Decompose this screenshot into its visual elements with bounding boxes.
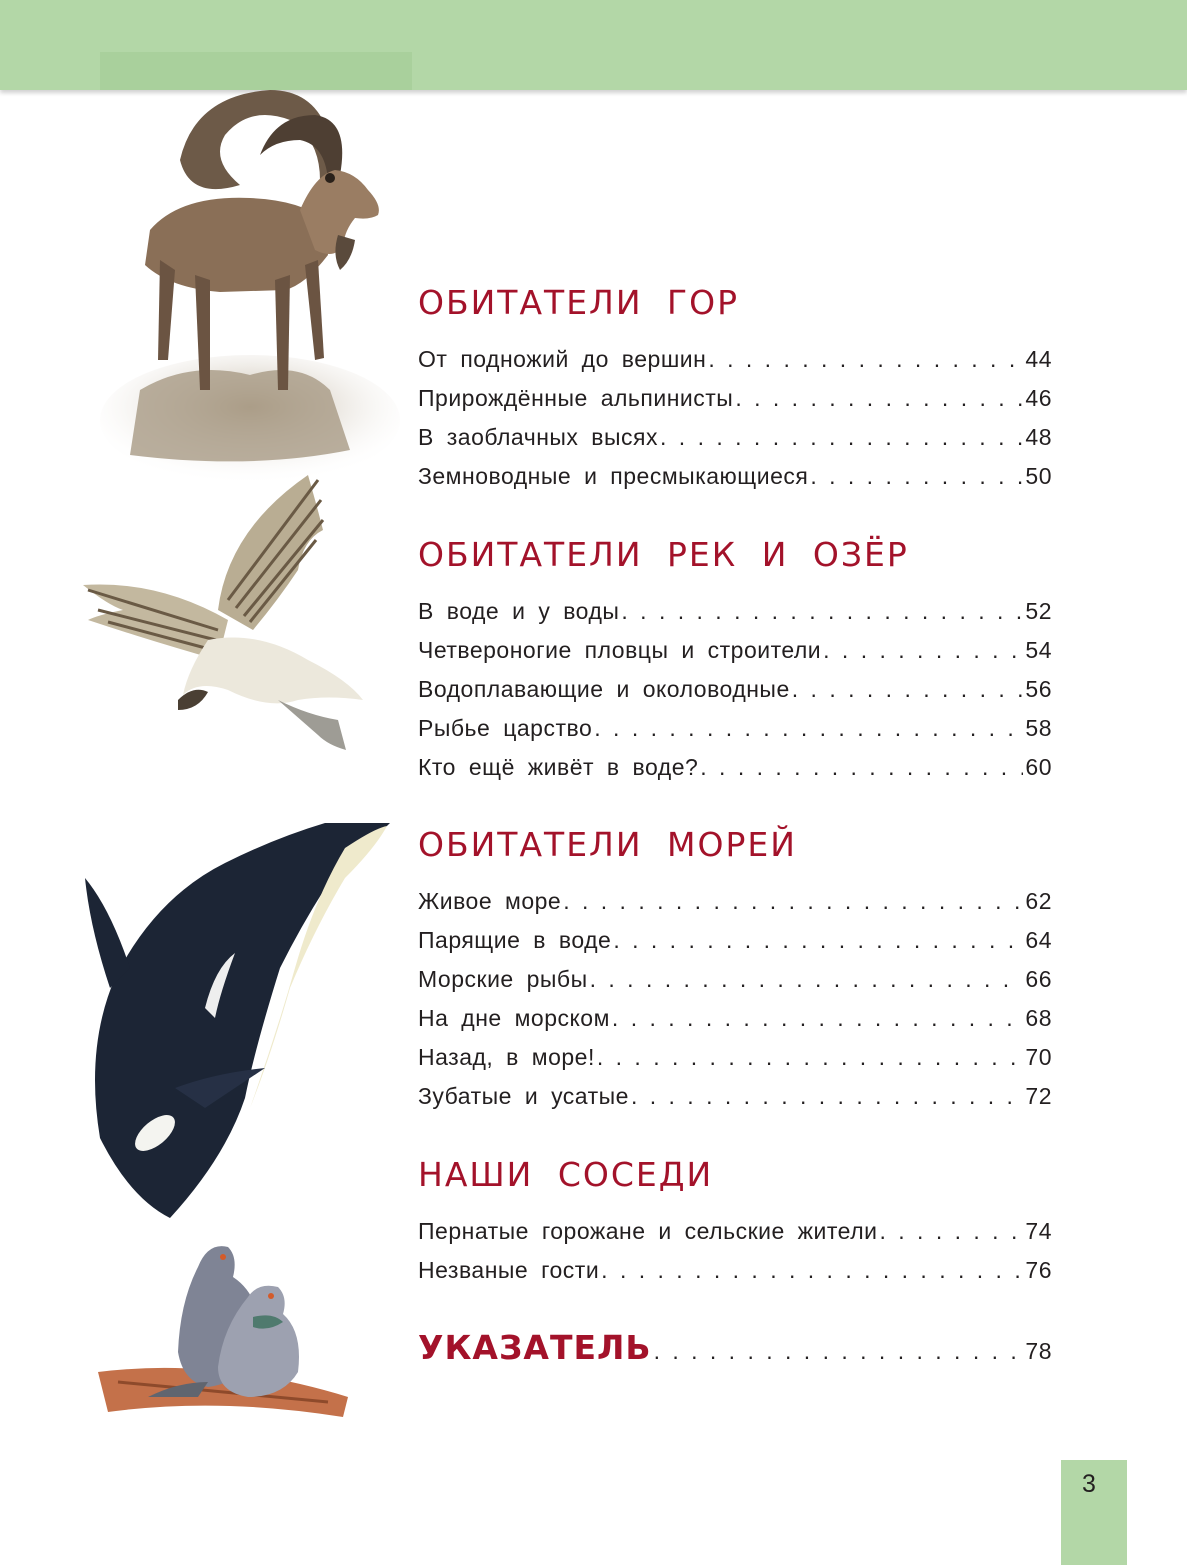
entry-page: 64 (1025, 927, 1052, 953)
dot-leader (590, 966, 1024, 993)
dot-leader (810, 463, 1023, 490)
dot-leader (597, 1044, 1024, 1071)
entry-label: На дне морском (418, 1005, 610, 1031)
entry-label: Незваные гости (418, 1257, 600, 1283)
entry-label: Назад, в море! (418, 1044, 595, 1070)
toc-entry[interactable] (418, 598, 1052, 628)
section-title-rivers: ОБИТАТЕЛИ РЕК И ОЗЁР (418, 535, 909, 574)
section-title-mountains: ОБИТАТЕЛИ ГОР (418, 283, 740, 322)
entry-page: 72 (1025, 1083, 1052, 1109)
toc-entry[interactable] (418, 715, 1052, 745)
toc-entry[interactable] (418, 1257, 1052, 1287)
toc-entry[interactable] (418, 1005, 1052, 1035)
entry-label: Живое море (418, 888, 562, 914)
toc-entry[interactable] (418, 927, 1052, 957)
toc-entry[interactable] (418, 424, 1052, 454)
dot-leader (613, 927, 1023, 954)
toc-index-entry[interactable] (418, 1328, 1052, 1372)
toc-entry[interactable] (418, 346, 1052, 376)
toc-entry[interactable] (418, 754, 1052, 784)
dot-leader (700, 754, 1023, 781)
toc-entry[interactable] (418, 463, 1052, 493)
toc-entry[interactable] (418, 637, 1052, 667)
entry-page: 70 (1025, 1044, 1052, 1070)
toc-entry[interactable] (418, 1218, 1052, 1248)
entry-page: 74 (1025, 1218, 1052, 1244)
dot-leader (654, 1338, 1024, 1365)
entry-page: 66 (1025, 966, 1052, 992)
entry-label: В воде и у воды (418, 598, 620, 624)
entry-label: Водоплавающие и околоводные (418, 676, 790, 702)
entry-page: 76 (1025, 1257, 1052, 1283)
toc-entry[interactable] (418, 385, 1052, 415)
entry-label: Рыбье царство (418, 715, 593, 741)
ibex-illustration (100, 60, 410, 480)
entry-page: 68 (1025, 1005, 1052, 1031)
entry-page: 52 (1025, 598, 1052, 624)
index-label: УКАЗАТЕЛЬ (418, 1328, 652, 1367)
dot-leader (735, 385, 1023, 412)
entry-label: В заоблачных высях (418, 424, 659, 450)
toc-entry[interactable] (418, 1083, 1052, 1113)
entry-page: 48 (1025, 424, 1052, 450)
entry-page: 44 (1025, 346, 1052, 372)
entry-page: 54 (1025, 637, 1052, 663)
toc-entry[interactable] (418, 966, 1052, 996)
dot-leader (708, 346, 1023, 373)
dot-leader (601, 1257, 1023, 1284)
dot-leader (612, 1005, 1023, 1032)
entry-page: 62 (1025, 888, 1052, 914)
dot-leader (823, 637, 1023, 664)
dot-leader (879, 1218, 1023, 1245)
entry-label: Пернатые горожане и сельские жители (418, 1218, 878, 1244)
entry-label: Кто ещё живёт в воде? (418, 754, 699, 780)
dot-leader (660, 424, 1023, 451)
entry-page: 46 (1025, 385, 1052, 411)
entry-label: Морские рыбы (418, 966, 588, 992)
entry-label: Зубатые и усатые (418, 1083, 629, 1109)
section-title-neighbors: НАШИ СОСЕДИ (418, 1155, 714, 1194)
toc-entry[interactable] (418, 676, 1052, 706)
entry-page: 60 (1025, 754, 1052, 780)
osprey-illustration (78, 470, 378, 760)
dot-leader (792, 676, 1024, 703)
dot-leader (594, 715, 1023, 742)
page-number: 3 (1082, 1470, 1096, 1498)
entry-label: Парящие в воде (418, 927, 612, 953)
dot-leader (563, 888, 1023, 915)
entry-label: Прирождённые альпинисты (418, 385, 734, 411)
entry-page: 58 (1025, 715, 1052, 741)
entry-label: От подножий до вершин (418, 346, 707, 372)
toc-entry[interactable] (418, 1044, 1052, 1074)
page-number-tab (1061, 1460, 1127, 1565)
entry-page: 50 (1025, 463, 1052, 489)
entry-label: Четвероногие пловцы и строители (418, 637, 822, 663)
toc-entry[interactable] (418, 888, 1052, 918)
pigeons-illustration (88, 1222, 358, 1422)
orca-illustration (75, 818, 395, 1228)
entry-label: Земноводные и пресмыкающиеся (418, 463, 809, 489)
entry-page: 56 (1025, 676, 1052, 702)
index-page: 78 (1025, 1338, 1052, 1364)
section-title-seas: ОБИТАТЕЛИ МОРЕЙ (418, 825, 797, 864)
dot-leader (621, 598, 1023, 625)
dot-leader (631, 1083, 1023, 1110)
